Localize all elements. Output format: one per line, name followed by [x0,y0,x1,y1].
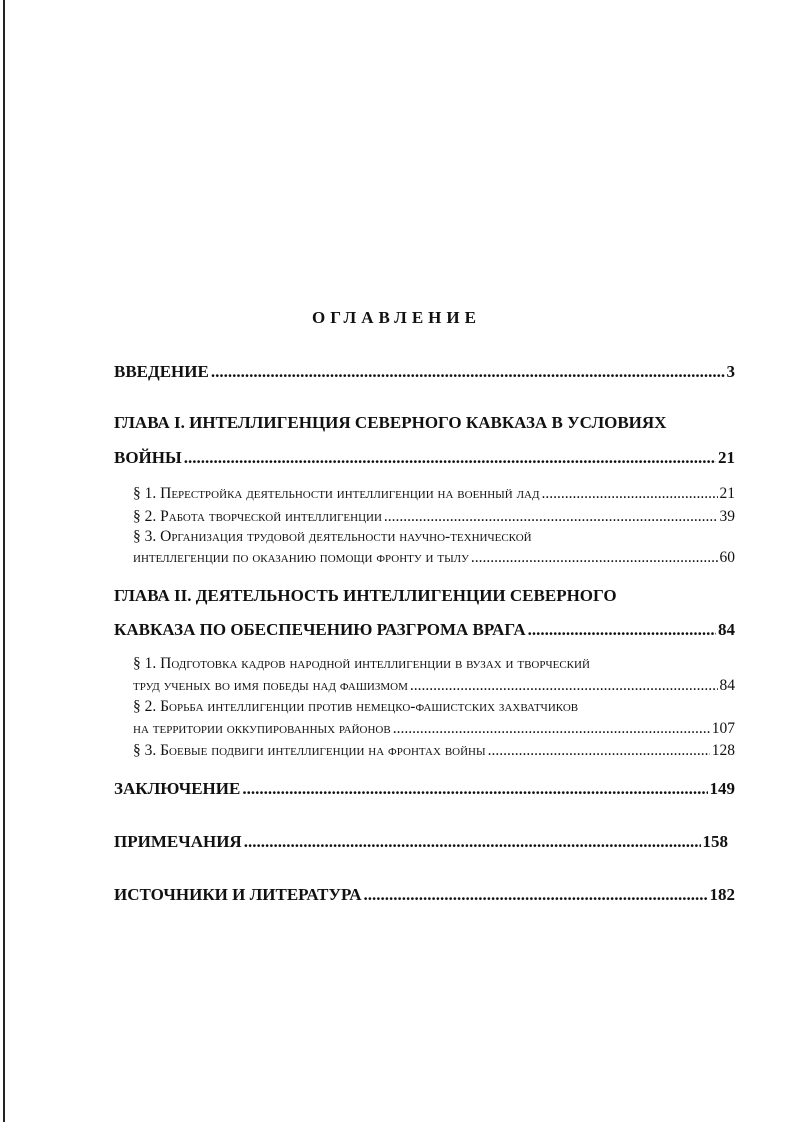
dot-leader [242,779,707,799]
toc-entry-label: ИСТОЧНИКИ И ЛИТЕРАТУРА [114,885,362,904]
toc-entry-label: ЗАКЛЮЧЕНИЕ [114,779,241,798]
dot-leader [471,549,718,567]
toc-page-number: 84 [719,677,735,694]
dot-leader [410,677,718,695]
toc-entry-label: труд ученых во имя победы над фашизмом [133,677,408,694]
toc-chapter-1-heading[interactable] [114,413,735,433]
toc-entry-label: § 1. Подготовка кадров народной интеллигенции в вузах и творческий [133,655,590,672]
toc-section-1-1[interactable] [133,485,735,503]
toc-section-2-2-cont[interactable] [133,720,735,738]
dot-leader [488,742,710,760]
dot-leader [542,485,718,503]
toc-section-2-1[interactable] [133,655,735,673]
toc-entry-label: ГЛАВА II. ДЕЯТЕЛЬНОСТЬ ИНТЕЛЛИГЕНЦИИ СЕВЕРНОГО [114,586,617,605]
toc-page-number: 60 [719,549,735,566]
toc-section-2-2[interactable] [133,698,735,716]
toc-entry-label: § 2. Работа творческой интеллигенции [133,508,382,525]
toc-entry-label: ПРИМЕЧАНИЯ [114,832,242,851]
toc-entry-label: на территории оккупированных районов [133,720,391,737]
toc-section-2-1-cont[interactable] [133,677,735,695]
dot-leader [184,448,716,468]
toc-entry-notes[interactable] [114,832,728,852]
page-title: ОГЛАВЛЕНИЕ [312,308,481,327]
toc-entry-label: § 1. Перестройка деятельности интеллигенции на военный лад [133,485,540,502]
toc-entry-label: ВВЕДЕНИЕ [114,362,209,381]
toc-entry-label: ГЛАВА I. ИНТЕЛЛИГЕНЦИЯ СЕВЕРНОГО КАВКАЗА В УСЛОВИЯХ [114,413,667,432]
toc-entry-sources[interactable] [114,885,735,905]
toc-entry-label: ВОЙНЫ [114,448,182,467]
toc-section-1-3[interactable] [133,528,735,546]
dot-leader [393,720,710,738]
toc-page-number: 107 [711,720,735,737]
dot-leader [363,885,707,905]
dot-leader [244,832,701,852]
toc-entry-conclusion[interactable] [114,779,735,799]
toc-page-number: 39 [719,508,735,525]
toc-entry-label: § 3. Организация трудовой деятельности научно-технической [133,528,532,545]
toc-chapter-2-heading-cont[interactable] [114,620,735,640]
toc-page-number: 21 [719,485,735,502]
toc-chapter-2-heading[interactable] [114,586,735,606]
toc-page-number: 3 [726,362,735,381]
dot-leader [384,508,718,526]
toc-entry-label: интеллегенции по оказанию помощи фронту и тылу [133,549,469,566]
dot-leader [528,620,716,640]
toc-section-1-3-cont[interactable] [133,549,735,567]
toc-entry-label: КАВКАЗА ПО ОБЕСПЕЧЕНИЮ РАЗГРОМА ВРАГА [114,620,526,639]
toc-page-number: 84 [718,620,735,639]
toc-chapter-1-heading-cont[interactable] [114,448,735,468]
toc-page-number: 158 [702,832,728,851]
toc-section-1-2[interactable] [133,508,735,526]
toc-entry-label: § 3. Боевые подвиги интеллигенции на фронтах войны [133,742,486,759]
scan-edge [3,0,5,1122]
toc-page-number: 21 [718,448,735,467]
toc-entry-label: § 2. Борьба интеллигенции против немецко-фашистских захватчиков [133,698,579,715]
toc-entry-intro[interactable] [114,362,735,382]
dot-leader [211,362,725,382]
toc-page-number: 149 [709,779,735,798]
toc-section-2-3[interactable] [133,742,735,760]
toc-page-number: 128 [711,742,735,759]
toc-page-number: 182 [709,885,735,904]
